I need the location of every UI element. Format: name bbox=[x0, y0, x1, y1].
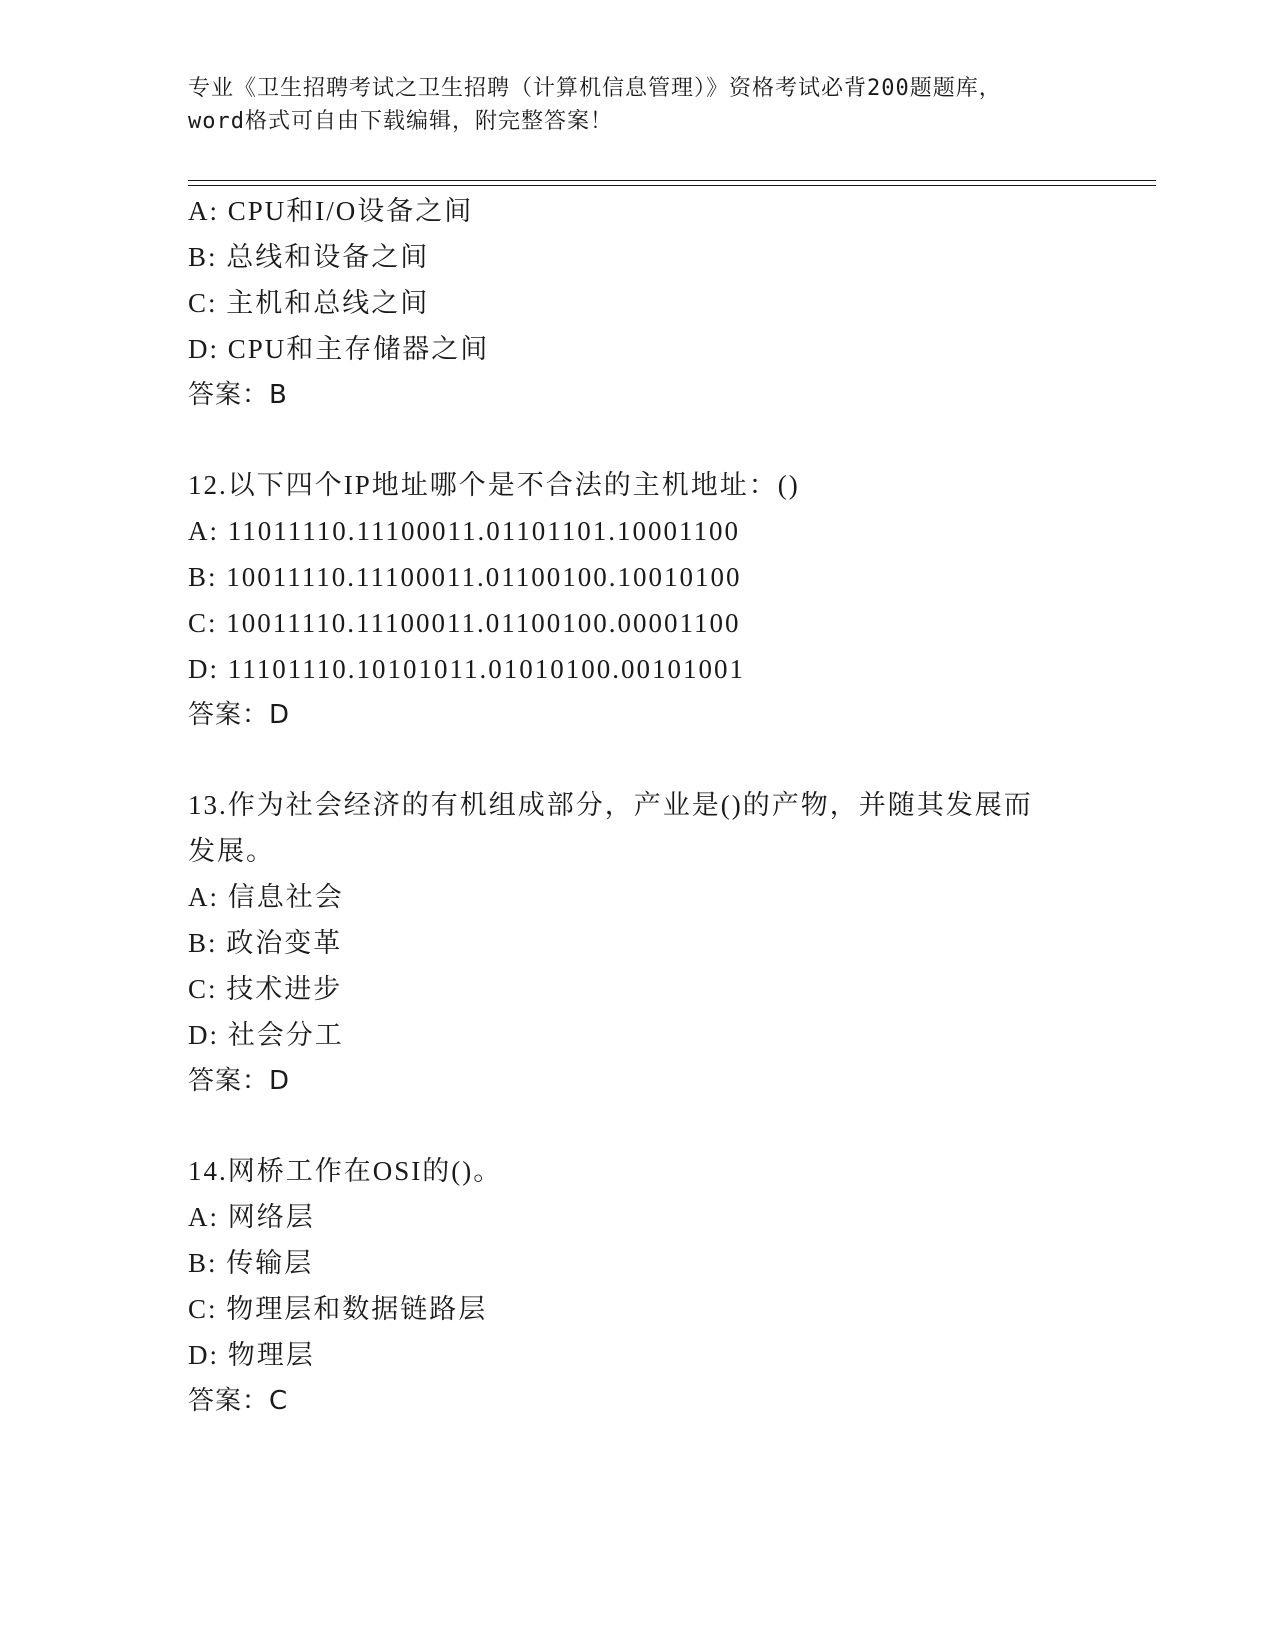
block-spacer bbox=[188, 738, 1088, 782]
block-spacer bbox=[188, 1104, 1088, 1148]
question-block-14 bbox=[188, 1148, 1088, 1424]
question-block-12 bbox=[188, 462, 1088, 738]
option-b: B: 总线和设备之间 bbox=[188, 242, 430, 272]
option-b: B: 政治变革 bbox=[188, 928, 343, 958]
block-spacer bbox=[188, 418, 1088, 462]
header-line-2: word格式可自由下载编辑，附完整答案！ bbox=[188, 109, 613, 134]
question-text: 13.作为社会经济的有机组成部分，产业是()的产物，并随其发展而发展。 bbox=[188, 790, 1033, 866]
option-c: C: 物理层和数据链路层 bbox=[188, 1294, 488, 1324]
option-d: D: 11101110.10101011.01010100.00101001 bbox=[188, 654, 745, 684]
answer-line: 答案：C bbox=[188, 1386, 289, 1416]
option-a: A: 网络层 bbox=[188, 1202, 315, 1232]
option-a: A: 11011110.11100011.01101101.10001100 bbox=[188, 516, 740, 546]
document-header bbox=[188, 72, 1088, 138]
option-d: D: 物理层 bbox=[188, 1340, 315, 1370]
option-d: D: 社会分工 bbox=[188, 1020, 344, 1050]
question-block-13 bbox=[188, 782, 1088, 1104]
question-list bbox=[188, 188, 1088, 1424]
option-b: B: 10011110.11100011.01100100.10010100 bbox=[188, 562, 742, 592]
option-c: C: 主机和总线之间 bbox=[188, 288, 430, 318]
option-a: A: CPU和I/O设备之间 bbox=[188, 196, 474, 226]
option-b: B: 传输层 bbox=[188, 1248, 314, 1278]
question-text: 12.以下四个IP地址哪个是不合法的主机地址：() bbox=[188, 470, 800, 500]
answer-line: 答案：B bbox=[188, 380, 288, 410]
option-a: A: 信息社会 bbox=[188, 882, 344, 912]
answer-line: 答案：D bbox=[188, 1066, 291, 1096]
answer-line: 答案：D bbox=[188, 700, 291, 730]
question-block-11 bbox=[188, 188, 1088, 418]
header-divider-top bbox=[188, 180, 1156, 181]
header-divider-bottom bbox=[188, 185, 1156, 186]
option-d: D: CPU和主存储器之间 bbox=[188, 334, 490, 364]
question-text: 14.网桥工作在OSI的()。 bbox=[188, 1156, 503, 1186]
option-c: C: 技术进步 bbox=[188, 974, 343, 1004]
option-c: C: 10011110.11100011.01100100.00001100 bbox=[188, 608, 741, 638]
header-line-1: 专业《卫生招聘考试之卫生招聘（计算机信息管理）》资格考试必背200题题库， bbox=[188, 76, 1002, 101]
